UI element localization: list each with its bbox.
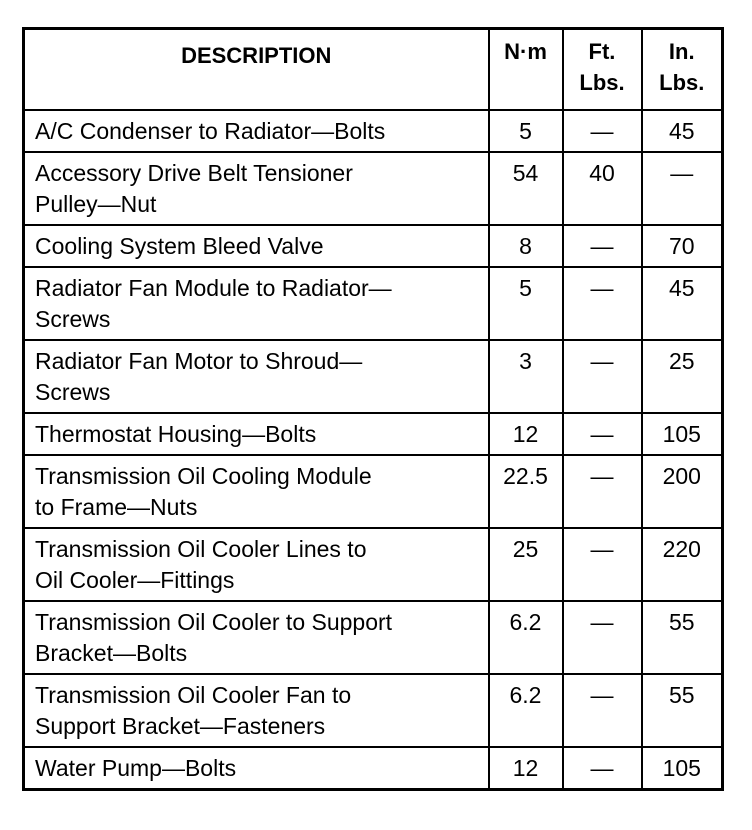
column-header-in-lbs	[642, 29, 723, 110]
description-cell	[24, 152, 489, 225]
nm-value-cell: 6.2	[489, 601, 563, 674]
table-row	[24, 413, 723, 455]
nm-value-cell: 5	[489, 267, 563, 340]
table-row	[24, 455, 723, 528]
description-line-2: Screws	[35, 378, 111, 405]
description-line-1: Transmission Oil Cooling Module	[35, 462, 372, 489]
table-row	[24, 110, 723, 152]
table-row	[24, 674, 723, 747]
table-row	[24, 152, 723, 225]
description-line-2: to Frame—Nuts	[35, 493, 198, 520]
description-cell	[24, 674, 489, 747]
nm-value-cell: 8	[489, 225, 563, 267]
in-lbs-value-cell: 45	[642, 110, 723, 152]
nm-value-cell: 12	[489, 747, 563, 790]
in-lbs-value-cell: 200	[642, 455, 723, 528]
nm-value-cell: 6.2	[489, 674, 563, 747]
in-lbs-value-cell: 55	[642, 601, 723, 674]
ft-lbs-value-cell: —	[563, 674, 642, 747]
in-header-label-line1: In.	[668, 39, 695, 64]
table-body	[24, 110, 723, 790]
table-row	[24, 267, 723, 340]
description-header-label: DESCRIPTION	[181, 43, 332, 68]
table-row	[24, 340, 723, 413]
table-row	[24, 601, 723, 674]
description-cell	[24, 601, 489, 674]
nm-value-cell: 5	[489, 110, 563, 152]
description-cell	[24, 267, 489, 340]
nm-value-cell: 12	[489, 413, 563, 455]
nm-value-cell: 25	[489, 528, 563, 601]
description-line-2: Bracket—Bolts	[35, 639, 188, 666]
description-cell	[24, 340, 489, 413]
in-lbs-value-cell: 70	[642, 225, 723, 267]
in-lbs-value-cell: 55	[642, 674, 723, 747]
column-header-description	[24, 29, 489, 110]
ft-lbs-value-cell: —	[563, 601, 642, 674]
description-line-1: Transmission Oil Cooler Lines to	[35, 535, 367, 562]
description-line-1: Thermostat Housing—Bolts	[35, 420, 317, 447]
in-lbs-value-cell: —	[642, 152, 723, 225]
description-line-2: Pulley—Nut	[35, 190, 157, 217]
nm-header-label: N·m	[504, 39, 547, 64]
description-cell	[24, 455, 489, 528]
ft-lbs-value-cell: —	[563, 413, 642, 455]
description-line-1: Radiator Fan Motor to Shroud—	[35, 347, 363, 374]
torque-specifications-table	[22, 27, 724, 791]
description-line-2: Screws	[35, 305, 111, 332]
table-row	[24, 225, 723, 267]
column-header-ft-lbs	[563, 29, 642, 110]
in-lbs-value-cell: 220	[642, 528, 723, 601]
ft-lbs-value-cell: —	[563, 340, 642, 413]
in-lbs-value-cell: 105	[642, 747, 723, 790]
description-cell	[24, 747, 489, 790]
ft-lbs-value-cell: 40	[563, 152, 642, 225]
description-line-1: Cooling System Bleed Valve	[35, 232, 324, 259]
description-line-1: Water Pump—Bolts	[35, 754, 237, 781]
in-lbs-value-cell: 45	[642, 267, 723, 340]
description-cell	[24, 110, 489, 152]
nm-value-cell: 54	[489, 152, 563, 225]
ft-header-label-line1: Ft.	[588, 39, 616, 64]
ft-lbs-value-cell: —	[563, 747, 642, 790]
description-line-1: A/C Condenser to Radiator—Bolts	[35, 117, 386, 144]
in-lbs-value-cell: 25	[642, 340, 723, 413]
description-line-1: Radiator Fan Module to Radiator—	[35, 274, 392, 301]
description-line-1: Accessory Drive Belt Tensioner	[35, 159, 353, 186]
ft-header-label-line2: Lbs.	[579, 70, 625, 95]
nm-value-cell: 22.5	[489, 455, 563, 528]
ft-lbs-value-cell: —	[563, 267, 642, 340]
table-row	[24, 528, 723, 601]
ft-lbs-value-cell: —	[563, 225, 642, 267]
in-header-label-line2: Lbs.	[659, 70, 705, 95]
table-row	[24, 747, 723, 790]
ft-lbs-value-cell: —	[563, 455, 642, 528]
header-row	[24, 29, 723, 110]
description-cell	[24, 413, 489, 455]
description-cell	[24, 528, 489, 601]
column-header-nm	[489, 29, 563, 110]
nm-value-cell: 3	[489, 340, 563, 413]
in-lbs-value-cell: 105	[642, 413, 723, 455]
description-cell	[24, 225, 489, 267]
description-line-2: Support Bracket—Fasteners	[35, 712, 326, 739]
ft-lbs-value-cell: —	[563, 110, 642, 152]
description-line-2: Oil Cooler—Fittings	[35, 566, 235, 593]
ft-lbs-value-cell: —	[563, 528, 642, 601]
description-line-1: Transmission Oil Cooler Fan to	[35, 681, 352, 708]
description-line-1: Transmission Oil Cooler to Support	[35, 608, 393, 635]
